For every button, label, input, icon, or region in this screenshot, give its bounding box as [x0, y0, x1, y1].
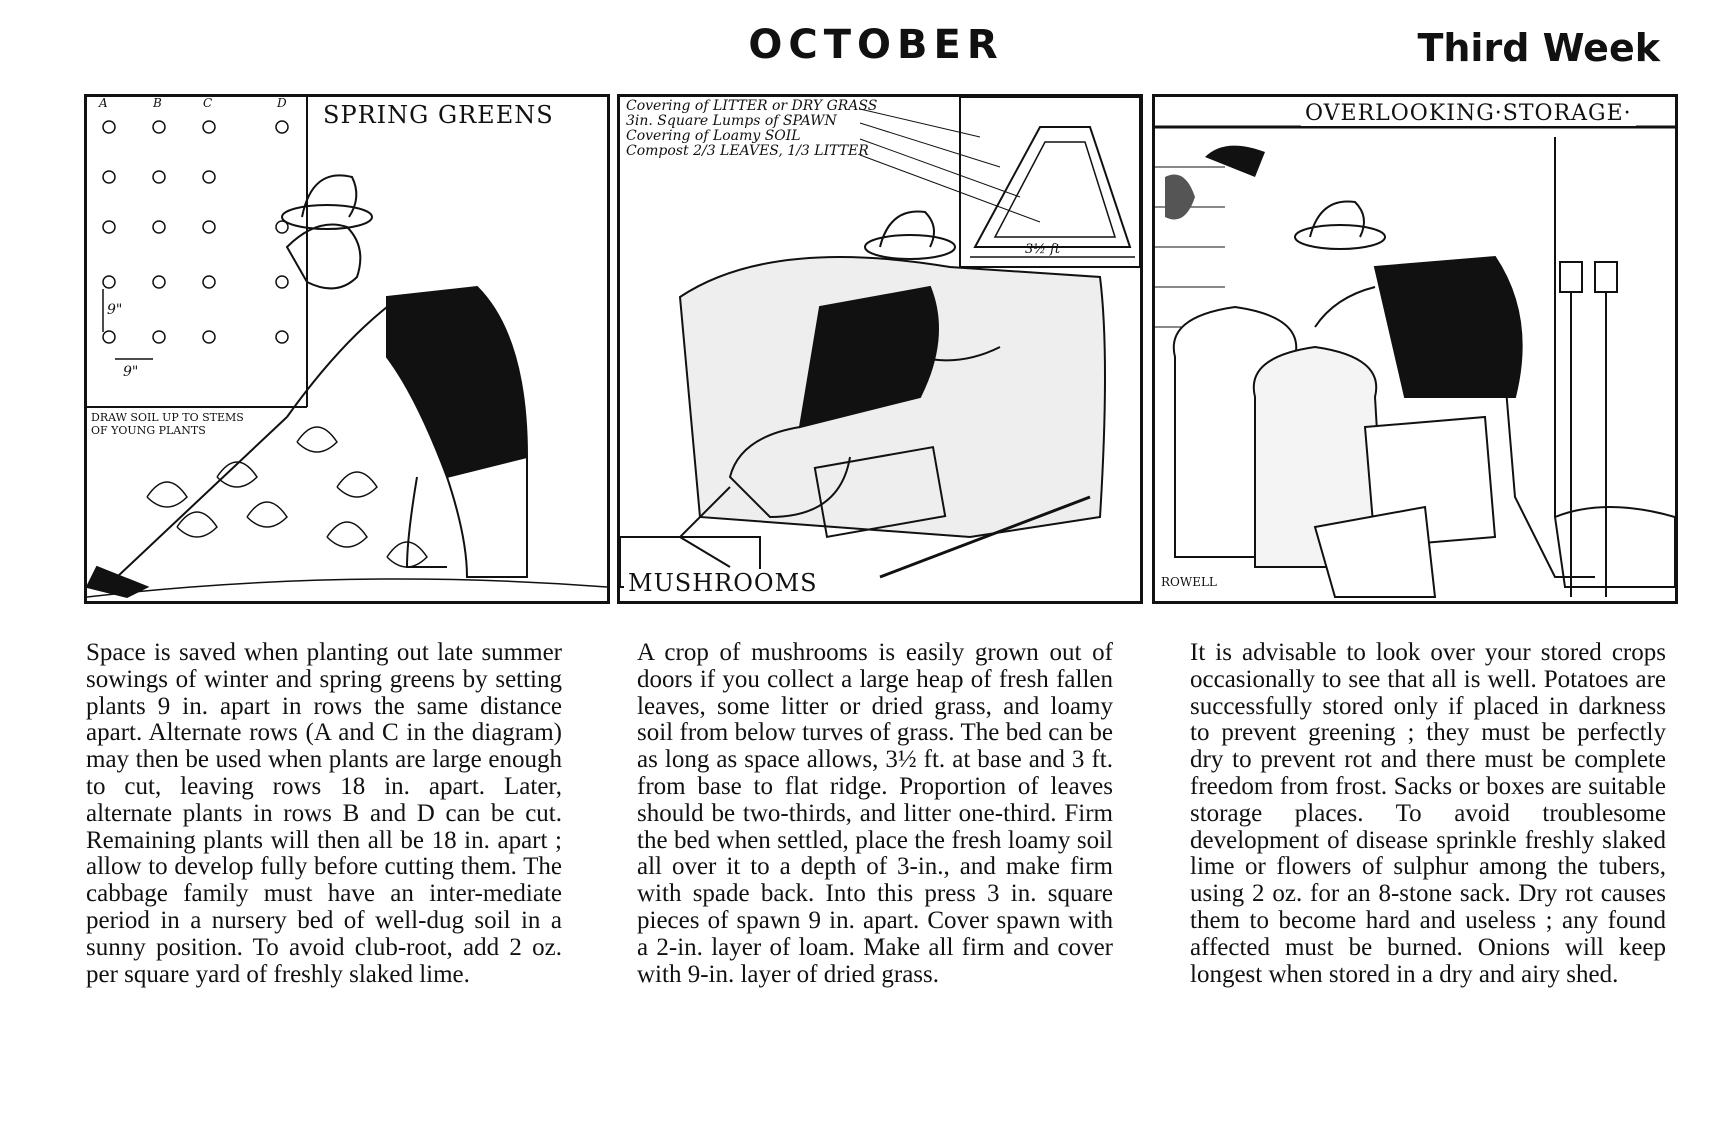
spring-greens-illustration [84, 94, 610, 604]
plant-grid-diagram [103, 121, 288, 359]
mushroom-labels [626, 99, 926, 159]
mushrooms-drawing [620, 97, 1140, 601]
hanging-onions [1205, 146, 1265, 177]
soil-note: DRAW SOIL UP TO STEMS OF YOUNG PLANTS [91, 411, 244, 437]
spacing-vertical-label: 9" [107, 302, 123, 318]
row-letter-b: B [153, 96, 162, 110]
storage-title: OVERLOOKING·STORAGE· [1301, 101, 1636, 126]
row-letter-d: D [277, 96, 287, 110]
storage-illustration [1152, 94, 1678, 604]
spring-greens-drawing [87, 97, 607, 601]
label-litter: Covering of LITTER or DRY GRASS [626, 98, 878, 114]
row-letter-c: C [203, 96, 213, 110]
spring-greens-title: SPRING GREENS [319, 101, 558, 129]
artist-signature: ROWELL [1161, 575, 1217, 589]
storage-text: It is advisable to look over your stored crops occasionally to see that all is well. Potatoes are successfully stored only if placed in darkness to prevent greening ; they must be perfectly dry to prevent rot and there must be complete freedom from frost. Sacks or boxes are suitable storage places. To avoid troublesome development of disease sprinkle freshly slaked lime or flowers of sulphur among the tubers, using 2 oz. for an 8-stone sack. Dry rot causes them to become hard and useless ; any found affected must be burned. Onions will keep longest when stored in a dry and airy shed. [1190, 639, 1666, 988]
storage-drawing [1155, 97, 1675, 601]
basket [1555, 507, 1675, 587]
spacing-horizontal-label: 9" [123, 364, 139, 380]
bed-width-label: 3½ ft [1025, 242, 1061, 257]
mushrooms-illustration [617, 94, 1143, 604]
label-soil: Covering of Loamy SOIL [626, 128, 801, 144]
header-month: OCTOBER [748, 22, 1004, 68]
row-letter-a: A [99, 96, 108, 110]
label-spawn: 3in. Square Lumps of SPAWN [626, 113, 837, 129]
mushrooms-title: MUSHROOMS [624, 569, 822, 597]
label-compost: Compost 2/3 LEAVES, 1/3 LITTER [626, 143, 869, 159]
garden-tools [1555, 137, 1617, 597]
header-week: Third Week [1417, 26, 1660, 70]
spring-greens-text: Space is saved when planting out late summer sowings of winter and spring greens by setting plants 9 in. apart in rows the same distance apart. Alternate rows (A and C in the diagram) may then be used when plants are large enough to cut, leaving rows 18 in. apart. Later, alternate plants in rows B and D can be cut. Remaining plants will then all be 18 in. apart ; allow to develop fully before cutting them. The cabbage family must have an inter-mediate period in a nursery bed of well-dug soil in a sunny position. To avoid club-root, add 2 oz. per square yard of freshly slaked lime. [86, 639, 562, 988]
mushrooms-text: A crop of mushrooms is easily grown out of doors if you collect a large heap of fresh fallen leaves, some litter or dried grass, and loamy soil from below turves of grass. The bed can be as long as space allows, 3½ ft. at base and 3 ft. from base to flat ridge. Proportion of leaves should be two-thirds, and litter one-third. Firm the bed when settled, place the fresh loamy soil all over it to a depth of 3-in., and make firm with spade back. Into this press 3 in. square pieces of spawn 9 in. apart. Cover spawn with a 2-in. layer of loam. Make all firm and cover with 9-in. layer of dried grass. [637, 639, 1113, 988]
young-plants [87, 427, 607, 597]
